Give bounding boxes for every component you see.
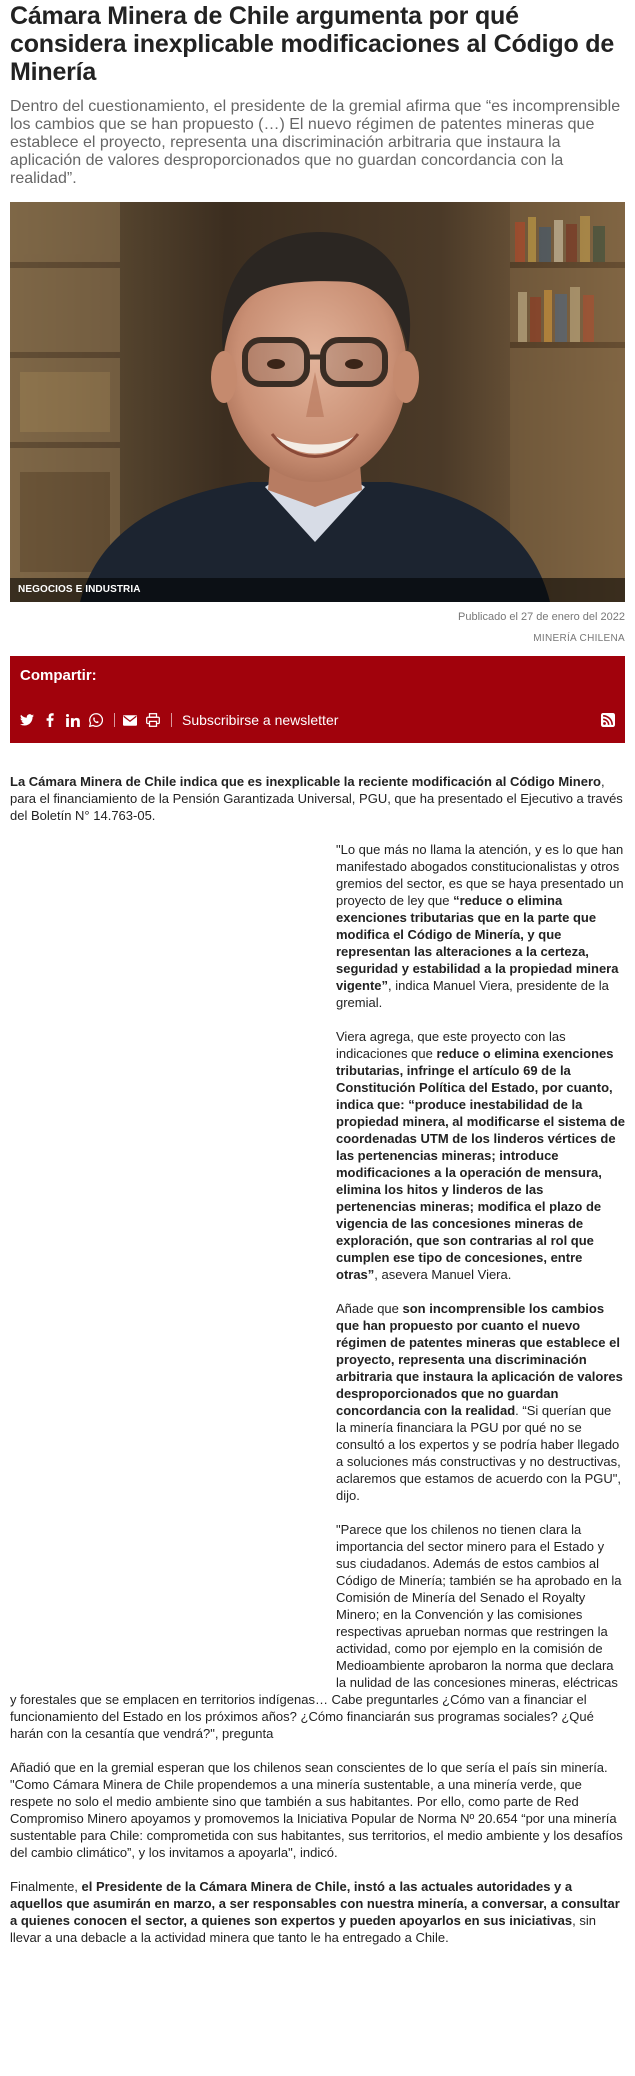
paragraph-text: , para el financiamiento de la Pensión Garantizada Universal, PGU, que ha presentado el Ejecutivo a través del Boletín N° 14.763-05. [10, 774, 623, 823]
article-body [10, 773, 625, 1946]
facebook-icon[interactable] [43, 713, 57, 727]
share-separator [114, 713, 115, 727]
paragraph-bold: son incomprensible los cambios que han propuesto por cuanto el nuevo régimen de patentes mineras que establece el proyecto, representa una discriminación arbitraria que instaura la aplicación de valores desproporcionados que no guardan concordancia con la realidad [336, 1301, 623, 1418]
paragraph-text: . “Si querían que la minería financiara la PGU por qué no se consultó a los expertos y se podría haber llegado a soluciones más constructivas y no destructivas, aclaremos que estamos de acuerdo con la PGU", dijo. [336, 1403, 621, 1503]
paragraph-bold: reduce o elimina exenciones tributarias, infringe el artículo 69 de la Constitución Política del Estado, por cuanto, indica que: “produce inestabilidad de la propiedad minera, al modificarse el sistema de coordenadas UTM de los linderos vértices de las pertenencias mineras; introduce modificaciones a la operación de mensura, elimina los hitos y linderos de las pertenencias mineras; modifica el plazo de vigencia de las concesiones mineras de exploración, que son contrarias al rol que cumplen ese tipo de concesiones, entre otras” [336, 1046, 625, 1282]
article-lede: Dentro del cuestionamiento, el presidente de la gremial afirma que “es incomprensible los cambios que se han propuesto (…) El nuevo régimen de patentes mineras que establece el proyecto, representa una discriminación arbitraria que instaura la aplicación de valores desproporcionados que no guardan concordancia con la realidad”. [10, 98, 621, 187]
portrait-photo [10, 202, 625, 602]
paragraph-text: , sin llevar a una debacle a la actividad minera que tanto le ha entregado a Chile. [10, 1913, 596, 1945]
ad-space [10, 841, 336, 1677]
paragraph-text: Viera agrega, que este proyecto con las indicaciones que [336, 1029, 566, 1061]
paragraph-text: , asevera Manuel Viera. [374, 1267, 512, 1282]
hero-image [10, 202, 625, 602]
paragraph [10, 773, 625, 824]
published-date: Publicado el 27 de enero del 2022 [458, 611, 625, 623]
source-label[interactable]: MINERÍA CHILENA [533, 633, 625, 644]
paragraph-text: , indica Manuel Viera, presidente de la gremial. [336, 978, 609, 1010]
email-icon[interactable] [123, 713, 137, 727]
whatsapp-icon[interactable] [89, 713, 103, 727]
page-title: Cámara Minera de Chile argumenta por qué considera inexplicable modificaciones al Código de Minería [10, 2, 615, 86]
section-label: NEGOCIOS E INDUSTRIA [10, 578, 625, 602]
linkedin-icon[interactable] [66, 713, 80, 727]
rss-icon[interactable] [601, 713, 615, 727]
paragraph-bold: “reduce o elimina exenciones tributarias que en la parte que modifica el Código de Minería, y que representan las alteraciones a la certeza, seguridad y estabilidad a la propiedad minera vigente” [336, 893, 619, 993]
twitter-icon[interactable] [20, 713, 34, 727]
paragraph: "Parece que los chilenos no tienen clara la importancia del sector minero para el Estado y sus ciudadanos. Además de estos cambios al Código de Minería; también se ha aprobado en la Comisión de Minería del Senado el Royalty Minero; en la Convención y las comisiones respectivas aprueban normas que restringen la actividad, como por ejemplo en la comisión de Medioambiente aprobaron la norma que declara la nulidad de las concesiones mineras, eléctricas y forestales que se emplacen en territorios indígenas… Cabe preguntarles ¿Cómo van a financiar el funcionamiento del Estado en los próximos años? ¿Cómo financiarán sus programas sociales? ¿Qué harán con la cesantía que vendrá?", pregunta [10, 1522, 622, 1741]
print-icon[interactable] [146, 713, 160, 727]
paragraph-text: Añade que [336, 1301, 403, 1316]
newsletter-link[interactable]: Subscribirse a newsletter [182, 712, 339, 728]
share-separator [171, 713, 172, 727]
paragraph: Añadió que en la gremial esperan que los chilenos sean conscientes de lo que sería el país sin minería. "Como Cámara Minera de Chile propendemos a una minería sustentable, a una minería verde, que respete no solo el medio ambiente sino que también a sus habitantes. Por ello, como parte de Red Compromiso Minero apoyamos y promovemos la Iniciativa Popular de Norma Nº 20.654 “por una minería sustentable para Chile: comprometida con sus habitantes, sus territorios, el medio ambiente y los desafíos del cambio climático”, y los invitamos a apoyarla", indicó. [10, 1760, 623, 1860]
share-panel [10, 656, 625, 743]
paragraph-bold: La Cámara Minera de Chile indica que es inexplicable la reciente modificación al Código Minero [10, 774, 601, 789]
share-bar [20, 708, 615, 732]
paragraph-bold: el Presidente de la Cámara Minera de Chile, instó a las actuales autoridades y a aquellos que asumirán en marzo, a ser responsables con nuestra minería, a conversar, a consultar a quienes conocen el sector, a quienes son expertos y pueden apoyarlos en sus iniciativas [10, 1879, 620, 1928]
paragraph [10, 1878, 625, 1946]
article-meta [10, 610, 625, 646]
share-title: Compartir: [20, 667, 97, 684]
paragraph-text: "Lo que más no llama la atención, y es lo que han manifestado abogados constitucionalistas y otros gremios del sector, es que se haya presentado un proyecto de ley que [336, 842, 624, 908]
paragraph-text: Finalmente, [10, 1879, 82, 1894]
